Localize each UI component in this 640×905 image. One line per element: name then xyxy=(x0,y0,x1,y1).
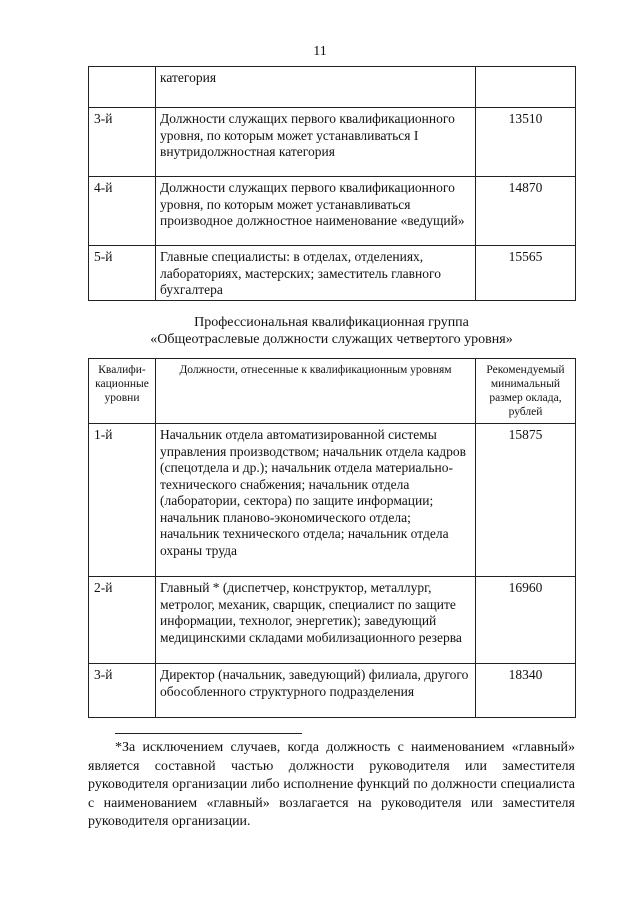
positions-cell: Директор (начальник, заведующий) филиала, другого обособленного структурного подразделения xyxy=(156,664,476,718)
positions-cell: Главный * (диспетчер, конструктор, металлург, метролог, механик, сварщик, специалист по защите информации, технолог, энергетик); заведующий медицинскими складами мобилизационного резерва xyxy=(156,577,476,664)
table-row xyxy=(89,577,576,664)
level-cell: 3-й xyxy=(89,664,156,718)
page-number: 11 xyxy=(313,44,327,59)
salary-table-level4 xyxy=(88,358,576,718)
header-positions: Должности, отнесенные к квалификационным уровням xyxy=(156,359,476,424)
level-cell: 1-й xyxy=(89,424,156,577)
salary-cell xyxy=(476,67,576,108)
positions-cell: Должности служащих первого квалификационного уровня, по которым может устанавливаться I внутридолжностная категория xyxy=(156,108,476,177)
table-row xyxy=(89,664,576,718)
table-row xyxy=(89,424,576,577)
salary-cell: 18340 xyxy=(476,664,576,718)
positions-cell: Начальник отдела автоматизированной системы управления производством; начальник отдела кадров (спецотдела и др.); начальник отдела материально-технического снабжения; начальник отдела (лаборатории, сектора) по защите информации; начальник планово-экономического отдела; начальник технического отдела; начальник отдела охраны труда xyxy=(156,424,476,577)
salary-cell: 16960 xyxy=(476,577,576,664)
group-title-line1: Профессиональная квалификационная группа xyxy=(194,315,469,330)
header-levels: Квалифи-кационные уровни xyxy=(89,359,156,424)
level-cell: 4-й xyxy=(89,177,156,246)
group-title xyxy=(88,314,575,348)
salary-cell: 13510 xyxy=(476,108,576,177)
positions-cell: Главные специалисты: в отделах, отделениях, лабораториях, мастерских; заместитель главного бухгалтера xyxy=(156,246,476,301)
table-row xyxy=(89,246,576,301)
salary-cell: 14870 xyxy=(476,177,576,246)
level-cell: 3-й xyxy=(89,108,156,177)
salary-table-level3 xyxy=(88,66,576,301)
table-row xyxy=(89,177,576,246)
table-header-row xyxy=(89,359,576,424)
table-row xyxy=(89,67,576,108)
group-title-line2: «Общеотраслевые должности служащих четвертого уровня» xyxy=(150,332,513,347)
footnote-divider xyxy=(115,733,302,734)
salary-cell: 15875 xyxy=(476,424,576,577)
level-cell xyxy=(89,67,156,108)
level-cell: 5-й xyxy=(89,246,156,301)
header-salary: Рекомендуемый минимальный размер оклада, рублей xyxy=(476,359,576,424)
level-cell: 2-й xyxy=(89,577,156,664)
footnote: *За исключением случаев, когда должность с наименованием «главный» является составной частью должности руководителя или заместителя руководителя организации либо исполнение функций по должности специалиста с наименованием «главный» возлагается на руководителя или заместителя руководителя организации. xyxy=(88,740,575,829)
salary-cell: 15565 xyxy=(476,246,576,301)
positions-cell: Должности служащих первого квалификационного уровня, по которым может устанавливаться производное должностное наименование «ведущий» xyxy=(156,177,476,246)
positions-cell: категория xyxy=(156,67,476,108)
table-row xyxy=(89,108,576,177)
